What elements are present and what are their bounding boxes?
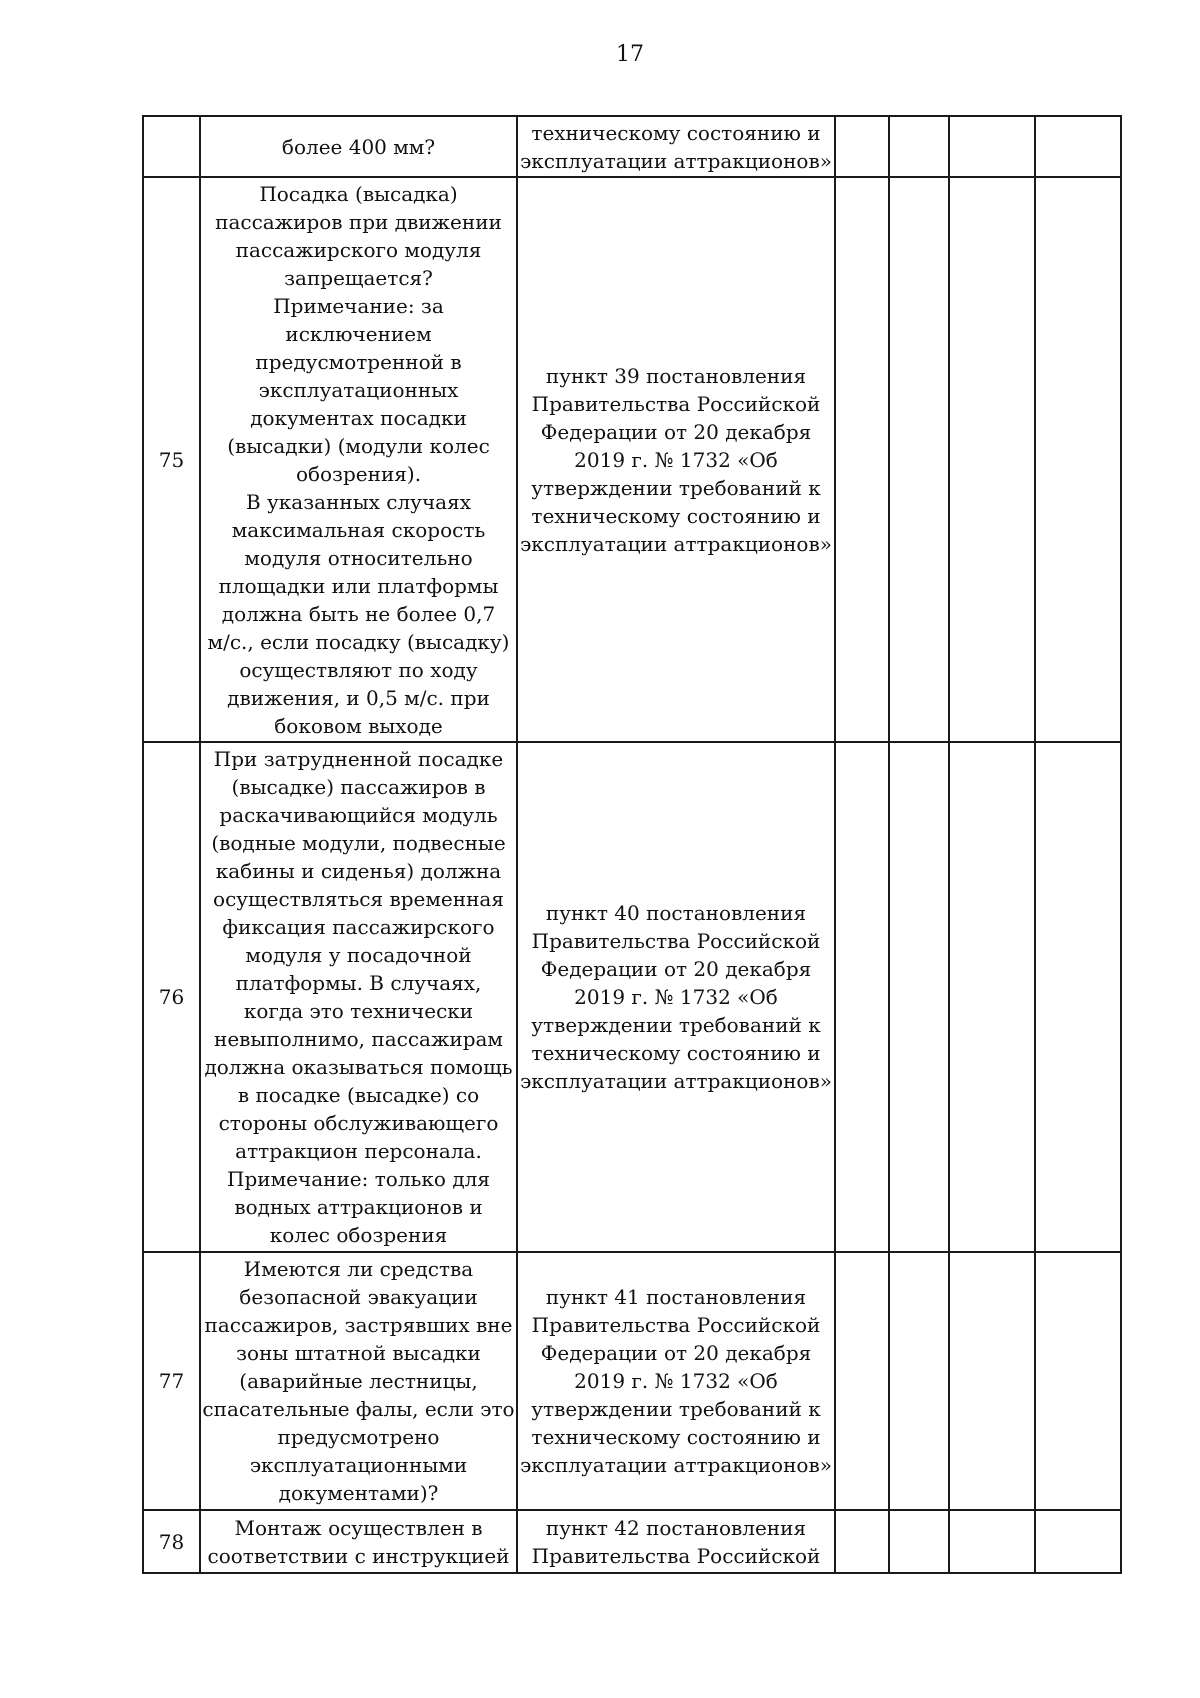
row-number-cell: 78	[143, 1510, 200, 1573]
row-number-cell	[143, 116, 200, 177]
answer-yes-cell	[835, 116, 889, 177]
row-number-cell: 76	[143, 742, 200, 1252]
note-cell	[1035, 177, 1121, 742]
answer-no-cell	[889, 177, 949, 742]
answer-no-cell	[889, 1252, 949, 1510]
note-cell	[1035, 116, 1121, 177]
note-cell	[1035, 742, 1121, 1252]
row-number-cell: 75	[143, 177, 200, 742]
note-cell	[1035, 1510, 1121, 1573]
legal-reference-cell: техническому состоянию и эксплуатации аттракционов»	[517, 116, 835, 177]
not-applicable-cell	[949, 742, 1035, 1252]
question-cell: При затрудненной посадке (высадке) пассажиров в раскачивающийся модуль (водные модули, подвесные кабины и сиденья) должна осуществляться временная фиксация пассажирского модуля у посадочной платформы. В случаях, когда это технически невыполнимо, пассажирам должна оказываться помощь в посадке (высадке) со стороны обслуживающего аттракцион персонала. Примечание: только для водных аттракционов и колес обозрения	[200, 742, 517, 1252]
answer-yes-cell	[835, 177, 889, 742]
answer-yes-cell	[835, 742, 889, 1252]
question-cell: Имеются ли средства безопасной эвакуации пассажиров, застрявших вне зоны штатной высадки (аварийные лестницы, спасательные фалы, если это предусмотрено эксплуатационными документами)?	[200, 1252, 517, 1510]
answer-yes-cell	[835, 1510, 889, 1573]
question-cell: Монтаж осуществлен в соответствии с инструкцией	[200, 1510, 517, 1573]
not-applicable-cell	[949, 1510, 1035, 1573]
not-applicable-cell	[949, 1252, 1035, 1510]
not-applicable-cell	[949, 116, 1035, 177]
page-number: 17	[616, 42, 644, 67]
table-row	[143, 742, 1121, 1252]
table-row	[143, 116, 1121, 177]
table-row	[143, 1510, 1121, 1573]
answer-no-cell	[889, 116, 949, 177]
legal-reference-cell: пункт 40 постановления Правительства Российской Федерации от 20 декабря 2019 г. № 1732 «Об утверждении требований к техническому состоянию и эксплуатации аттракционов»	[517, 742, 835, 1252]
table-row	[143, 1252, 1121, 1510]
checklist-table	[142, 115, 1122, 1574]
answer-yes-cell	[835, 1252, 889, 1510]
answer-no-cell	[889, 742, 949, 1252]
answer-no-cell	[889, 1510, 949, 1573]
table-row	[143, 177, 1121, 742]
question-cell: более 400 мм?	[200, 116, 517, 177]
question-cell: Посадка (высадка) пассажиров при движении пассажирского модуля запрещается? Примечание: за исключением предусмотренной в эксплуатационных документах посадки (высадки) (модули колес обозрения). В указанных случаях максимальная скорость модуля относительно площадки или платформы должна быть не более 0,7 м/с., если посадку (высадку) осуществляют по ходу движения, и 0,5 м/с. при боковом выходе	[200, 177, 517, 742]
note-cell	[1035, 1252, 1121, 1510]
not-applicable-cell	[949, 177, 1035, 742]
legal-reference-cell: пункт 42 постановления Правительства Российской	[517, 1510, 835, 1573]
row-number-cell: 77	[143, 1252, 200, 1510]
legal-reference-cell: пункт 39 постановления Правительства Российской Федерации от 20 декабря 2019 г. № 1732 «Об утверждении требований к техническому состоянию и эксплуатации аттракционов»	[517, 177, 835, 742]
legal-reference-cell: пункт 41 постановления Правительства Российской Федерации от 20 декабря 2019 г. № 1732 «Об утверждении требований к техническому состоянию и эксплуатации аттракционов»	[517, 1252, 835, 1510]
